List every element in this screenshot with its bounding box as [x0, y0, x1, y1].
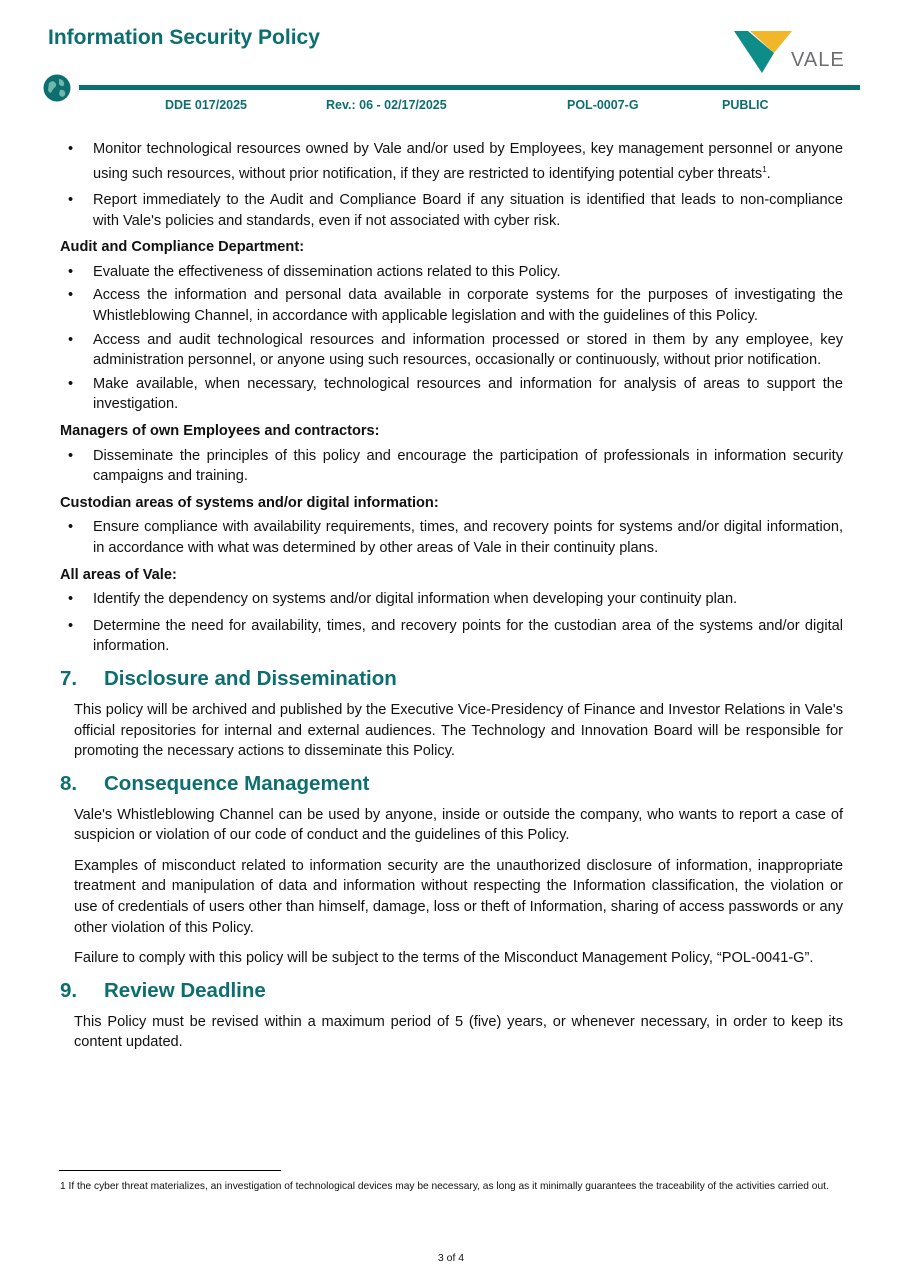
group-list [60, 517, 843, 558]
section-title: Review Deadline [104, 978, 266, 1002]
document-body [60, 139, 843, 1053]
footnote-ref: 1 [762, 164, 767, 174]
footnote: 1 If the cyber threat materializes, an investigation of technological devices may be necessary, as long as it minimally guarantees the traceability of the activities carried out. [60, 1181, 829, 1192]
section-title: Disclosure and Dissemination [104, 666, 397, 690]
globe-icon [43, 74, 71, 102]
intro-bullet-list [60, 139, 843, 231]
classification-label: PUBLIC [722, 98, 769, 112]
page-number: 3 of 4 [437, 1252, 465, 1264]
footnote-divider [59, 1170, 281, 1171]
header-divider [79, 85, 860, 90]
group-heading: Audit and Compliance Department: [60, 239, 305, 256]
paragraph: Examples of misconduct related to information security are the unauthorized disclosure of information, inappropriate treatment and manipulation of data and information without respecting the Information classification, the violation or use of credentials of users other than himself, damage, loss or theft of Information, sharing of access passwords or any other violation of this Policy. [74, 857, 843, 936]
section-heading-9 [60, 978, 843, 1004]
list-item: • Evaluate the effectiveness of dissemination actions related to this Policy. [60, 262, 843, 283]
list-item: • Monitor technological resources owned by Vale and/or used by Employees, key management personnel or anyone using such resources, without prior notification, if they are restricted to identifying potential cyber threats$^1$. [60, 139, 843, 184]
vale-logo-text: VALE [791, 49, 845, 71]
revision-info: Rev.: 06 - 02/17/2025 [326, 98, 447, 112]
paragraph: This policy will be archived and published by the Executive Vice-Presidency of Finance and Investor Relations in Vale's official repositories for internal and external audiences. The Technology and Innovation Board will be responsible for promoting the necessary actions to disseminate this Policy. [74, 701, 843, 760]
group-list [60, 446, 843, 487]
list-item: • Identify the dependency on systems and/or digital information when developing your continuity plan. [60, 589, 843, 610]
list-item: • Determine the need for availability, times, and recovery points for the custodian area of the systems and/or digital information. [60, 616, 843, 657]
vale-logo [734, 29, 852, 75]
group-heading: Managers of own Employees and contractors: [60, 422, 380, 439]
list-item: • Make available, when necessary, technological resources and information for analysis of areas to support the investigation. [60, 374, 843, 415]
list-item: • Access and audit technological resources and information processed or stored in them by any employee, key administration personnel, or anyone using such resources, occasionally or continuously, without prior notification. [60, 330, 843, 371]
paragraph: Vale's Whistleblowing Channel can be used by anyone, inside or outside the company, who wants to report a case of suspicion or violation of our code of conduct and the guidelines of this Policy. [74, 806, 843, 844]
document-title: Information Security Policy [48, 26, 320, 49]
group-list [60, 589, 843, 657]
section-heading-7 [60, 666, 843, 692]
group-heading: Custodian areas of systems and/or digital information: [60, 494, 439, 511]
group-list [60, 262, 843, 415]
section-number: 7. [60, 666, 78, 690]
doc-number: DDE 017/2025 [165, 98, 248, 112]
list-item: • Access the information and personal data available in corporate systems for the purposes of investigating the Whistleblowing Channel, in accordance with applicable legislation and with the guidelines of this Policy. [60, 285, 843, 326]
paragraph: Failure to comply with this policy will be subject to the terms of the Misconduct Management Policy, “POL-0041-G”. [74, 950, 814, 967]
list-item: • Ensure compliance with availability requirements, times, and recovery points for systems and/or digital information, in accordance with what was determined by other areas of Vale in their continuity plans. [60, 517, 843, 558]
list-item: • Report immediately to the Audit and Compliance Board if any situation is identified that leads to non-compliance with Vale's policies and standards, even if not associated with cyber risk. [60, 190, 843, 231]
section-heading-8 [60, 771, 843, 797]
paragraph: This Policy must be revised within a maximum period of 5 (five) years, or whenever necessary, in order to keep its content updated. [74, 1013, 843, 1051]
section-number: 8. [60, 771, 78, 795]
group-heading: All areas of Vale: [60, 566, 177, 583]
policy-code: POL-0007-G [567, 98, 639, 112]
list-item: • Disseminate the principles of this policy and encourage the participation of professionals in information security campaigns and training. [60, 446, 843, 487]
section-number: 9. [60, 978, 78, 1002]
section-title: Consequence Management [104, 771, 370, 795]
